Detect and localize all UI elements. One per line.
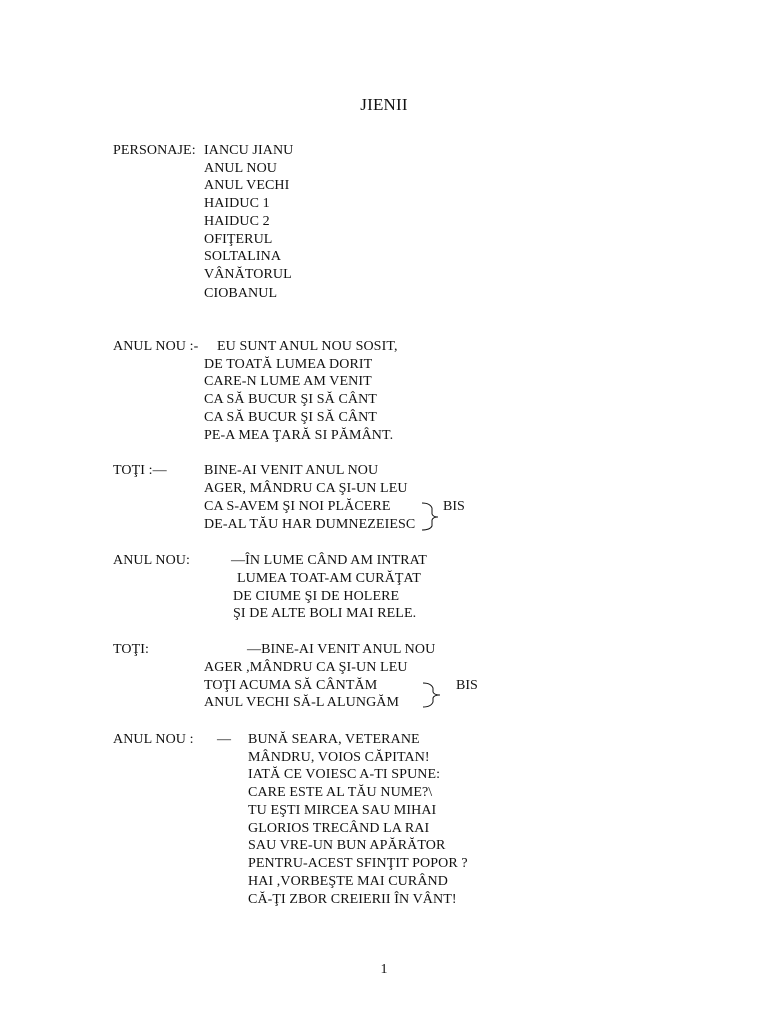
verse-line: TOŢI ACUMA SĂ CÂNTĂM bbox=[204, 678, 378, 693]
verse-line: ŞI DE ALTE BOLI MAI RELE. bbox=[233, 606, 417, 621]
verse-line: HAI ,VORBEŞTE MAI CURÂND bbox=[248, 874, 448, 889]
speaker-label: ANUL NOU : bbox=[113, 732, 194, 747]
character-item: IANCU JIANU bbox=[204, 143, 294, 158]
verse-line: BINE-AI VENIT ANUL NOU bbox=[204, 463, 379, 478]
verse-line: —BINE-AI VENIT ANUL NOU bbox=[247, 642, 436, 657]
character-item: ANUL NOU bbox=[204, 161, 277, 176]
verse-line: DE-AL TĂU HAR DUMNEZEIESC bbox=[204, 517, 416, 532]
play-title: JIENII bbox=[360, 95, 408, 114]
verse-line: PENTRU-ACEST SFINŢIT POPOR ? bbox=[248, 856, 468, 871]
verse-line: EU SUNT ANUL NOU SOSIT, bbox=[217, 339, 398, 354]
bis-marker: BIS bbox=[456, 678, 478, 693]
personaje-label: PERSONAJE: bbox=[113, 143, 196, 158]
verse-line: GLORIOS TRECÂND LA RAI bbox=[248, 821, 430, 836]
character-item: ANUL VECHI bbox=[204, 178, 290, 193]
verse-line: MÂNDRU, VOIOS CĂPITAN! bbox=[248, 750, 430, 765]
verse-line: AGER ,MÂNDRU CA ŞI-UN LEU bbox=[204, 660, 408, 675]
verse-line: BUNĂ SEARA, VETERANE bbox=[248, 732, 420, 747]
verse-line: SAU VRE-UN BUN APĂRĂTOR bbox=[248, 838, 446, 853]
repeat-brace-icon bbox=[422, 680, 446, 710]
character-item: HAIDUC 2 bbox=[204, 214, 270, 229]
verse-line: PE-A MEA ŢARĂ SI PĂMÂNT. bbox=[204, 428, 394, 443]
verse-line: IATĂ CE VOIESC A-TI SPUNE: bbox=[248, 767, 441, 782]
verse-line: CĂ-ŢI ZBOR CREIERII ÎN VÂNT! bbox=[248, 892, 457, 907]
verse-line: DE TOATĂ LUMEA DORIT bbox=[204, 357, 373, 372]
verse-line: CA SĂ BUCUR ŞI SĂ CÂNT bbox=[204, 392, 377, 407]
verse-line: AGER, MÂNDRU CA ŞI-UN LEU bbox=[204, 481, 408, 496]
page-number: 1 bbox=[380, 962, 388, 977]
verse-line: LUMEA TOAT-AM CURĂŢAT bbox=[237, 571, 421, 586]
verse-line: CARE-N LUME AM VENIT bbox=[204, 374, 372, 389]
dash-mark: — bbox=[217, 732, 232, 747]
speaker-label: TOŢI: bbox=[113, 642, 150, 657]
character-item: OFIŢERUL bbox=[204, 232, 273, 247]
verse-line: DE CIUME ŞI DE HOLERE bbox=[233, 589, 400, 604]
speaker-label: TOŢI :— bbox=[113, 463, 167, 478]
repeat-brace-icon bbox=[420, 500, 444, 532]
speaker-label: ANUL NOU: bbox=[113, 553, 190, 568]
character-item: VÂNĂTORUL bbox=[204, 267, 292, 282]
verse-line: TU EŞTI MIRCEA SAU MIHAI bbox=[248, 803, 437, 818]
verse-line: —ÎN LUME CÂND AM INTRAT bbox=[231, 553, 427, 568]
character-item: HAIDUC 1 bbox=[204, 196, 270, 211]
verse-line: CARE ESTE AL TĂU NUME?\ bbox=[248, 785, 433, 800]
verse-line: CA S-AVEM ŞI NOI PLĂCERE bbox=[204, 499, 391, 514]
character-item: SOLTALINA bbox=[204, 249, 282, 264]
verse-line: ANUL VECHI SĂ-L ALUNGĂM bbox=[204, 695, 400, 710]
character-item: CIOBANUL bbox=[204, 286, 278, 301]
verse-line: CA SĂ BUCUR ŞI SĂ CÂNT bbox=[204, 410, 377, 425]
speaker-label: ANUL NOU :- bbox=[113, 339, 199, 354]
bis-marker: BIS bbox=[443, 499, 465, 514]
